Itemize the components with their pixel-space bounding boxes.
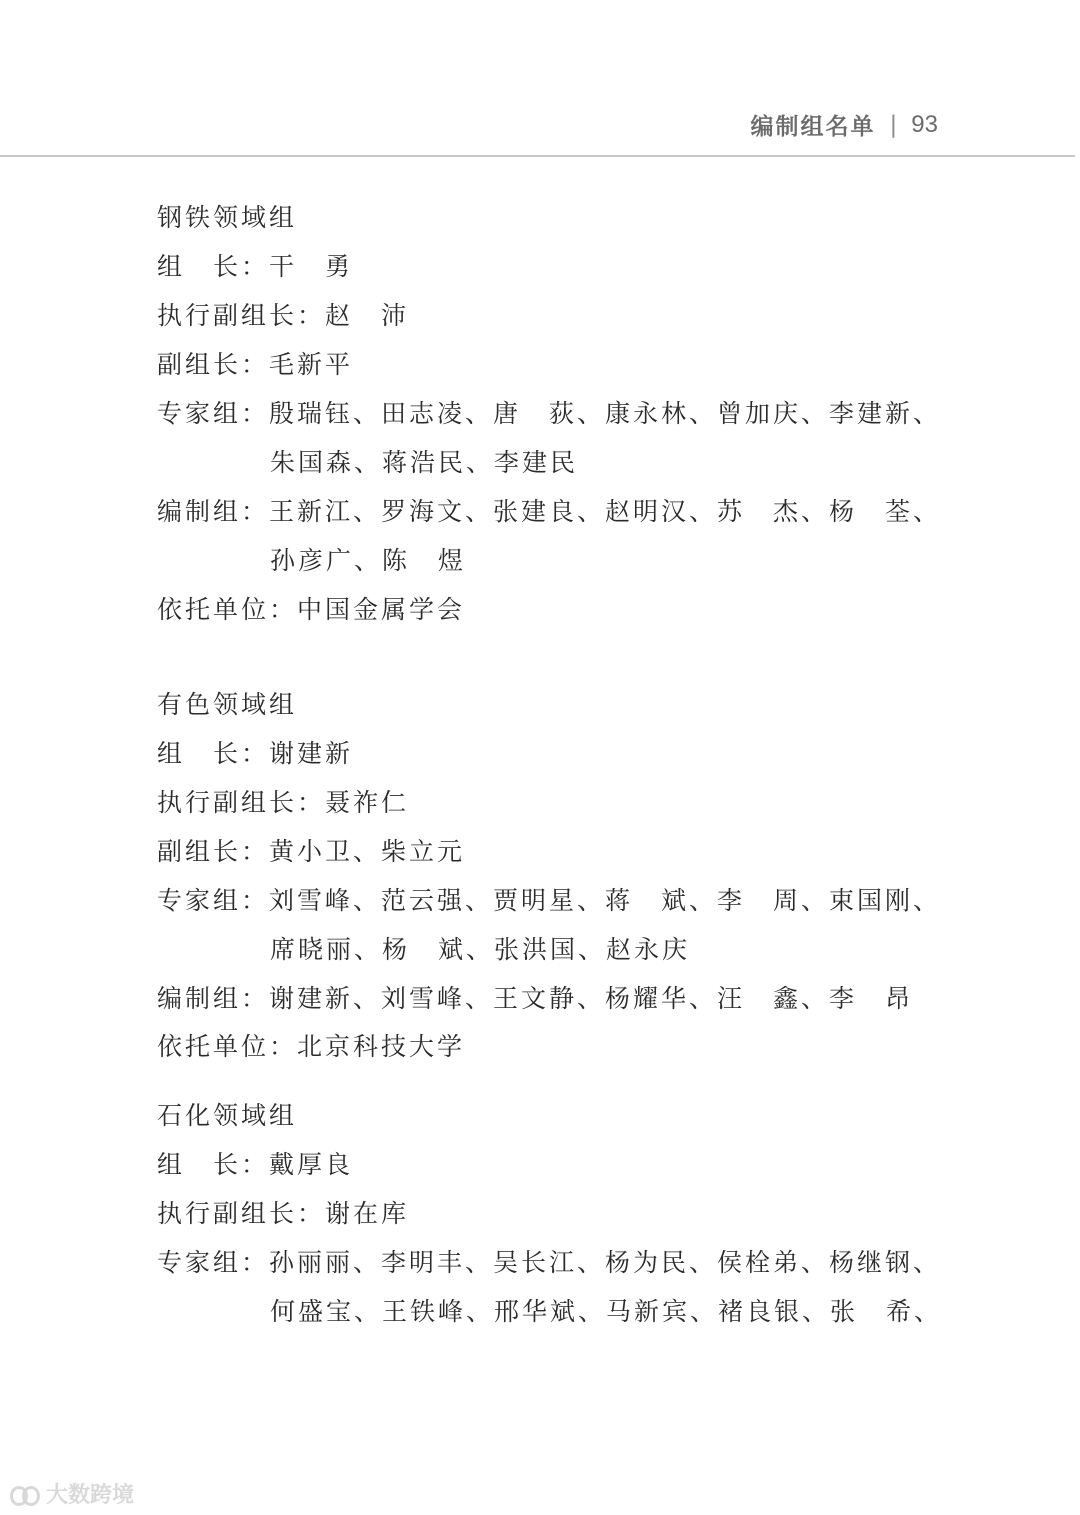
list-item: 副组长：黄小卫、柴立元 xyxy=(157,837,466,866)
list-item: 依托单位：北京科技大学 xyxy=(157,1032,466,1061)
list-item: 组 长：谢建新 xyxy=(157,739,354,768)
running-title: 编制组名单 xyxy=(750,114,876,140)
list-item: 专家组：孙丽丽、李明丰、吴长江、杨为民、侯栓弟、杨继钢、 xyxy=(157,1248,942,1277)
page-header xyxy=(751,108,938,141)
list-item: 执行副组长：赵 沛 xyxy=(157,301,410,330)
list-item-continuation: 何盛宝、王铁峰、邢华斌、马新宾、褚良银、张 希、 xyxy=(270,1297,943,1326)
header-separator: | xyxy=(889,111,898,138)
list-item: 依托单位：中国金属学会 xyxy=(157,595,466,624)
list-item: 执行副组长：聂祚仁 xyxy=(157,788,410,817)
list-item-continuation: 席晓丽、杨 斌、张洪国、赵永庆 xyxy=(270,935,691,964)
section-heading-nonferrous: 有色领域组 xyxy=(157,690,298,719)
list-item: 执行副组长：谢在库 xyxy=(157,1199,410,1228)
list-item-continuation: 朱国森、蒋浩民、李建民 xyxy=(270,448,579,477)
header-rule xyxy=(0,155,1075,157)
list-item: 编制组：谢建新、刘雪峰、王文静、杨耀华、汪 鑫、李 昂 xyxy=(157,984,914,1013)
section-heading-steel: 钢铁领域组 xyxy=(157,203,298,232)
list-item: 组 长：干 勇 xyxy=(157,252,354,281)
brand-logo-icon xyxy=(10,1484,40,1504)
watermark-text: 大数跨境 xyxy=(46,1483,135,1508)
watermark xyxy=(10,1478,134,1509)
section-heading-petrochemical: 石化领域组 xyxy=(157,1101,298,1130)
list-item: 副组长：毛新平 xyxy=(157,350,354,379)
list-item: 组 长：戴厚良 xyxy=(157,1150,354,1179)
list-item-continuation: 孙彦广、陈 煜 xyxy=(270,546,467,575)
list-item: 编制组：王新江、罗海文、张建良、赵明汉、苏 杰、杨 荃、 xyxy=(157,497,942,526)
list-item: 专家组：殷瑞钰、田志凌、唐 荻、康永林、曾加庆、李建新、 xyxy=(157,399,942,428)
page-number: 93 xyxy=(911,110,938,138)
list-item: 专家组：刘雪峰、范云强、贾明星、蒋 斌、李 周、束国刚、 xyxy=(157,886,942,915)
